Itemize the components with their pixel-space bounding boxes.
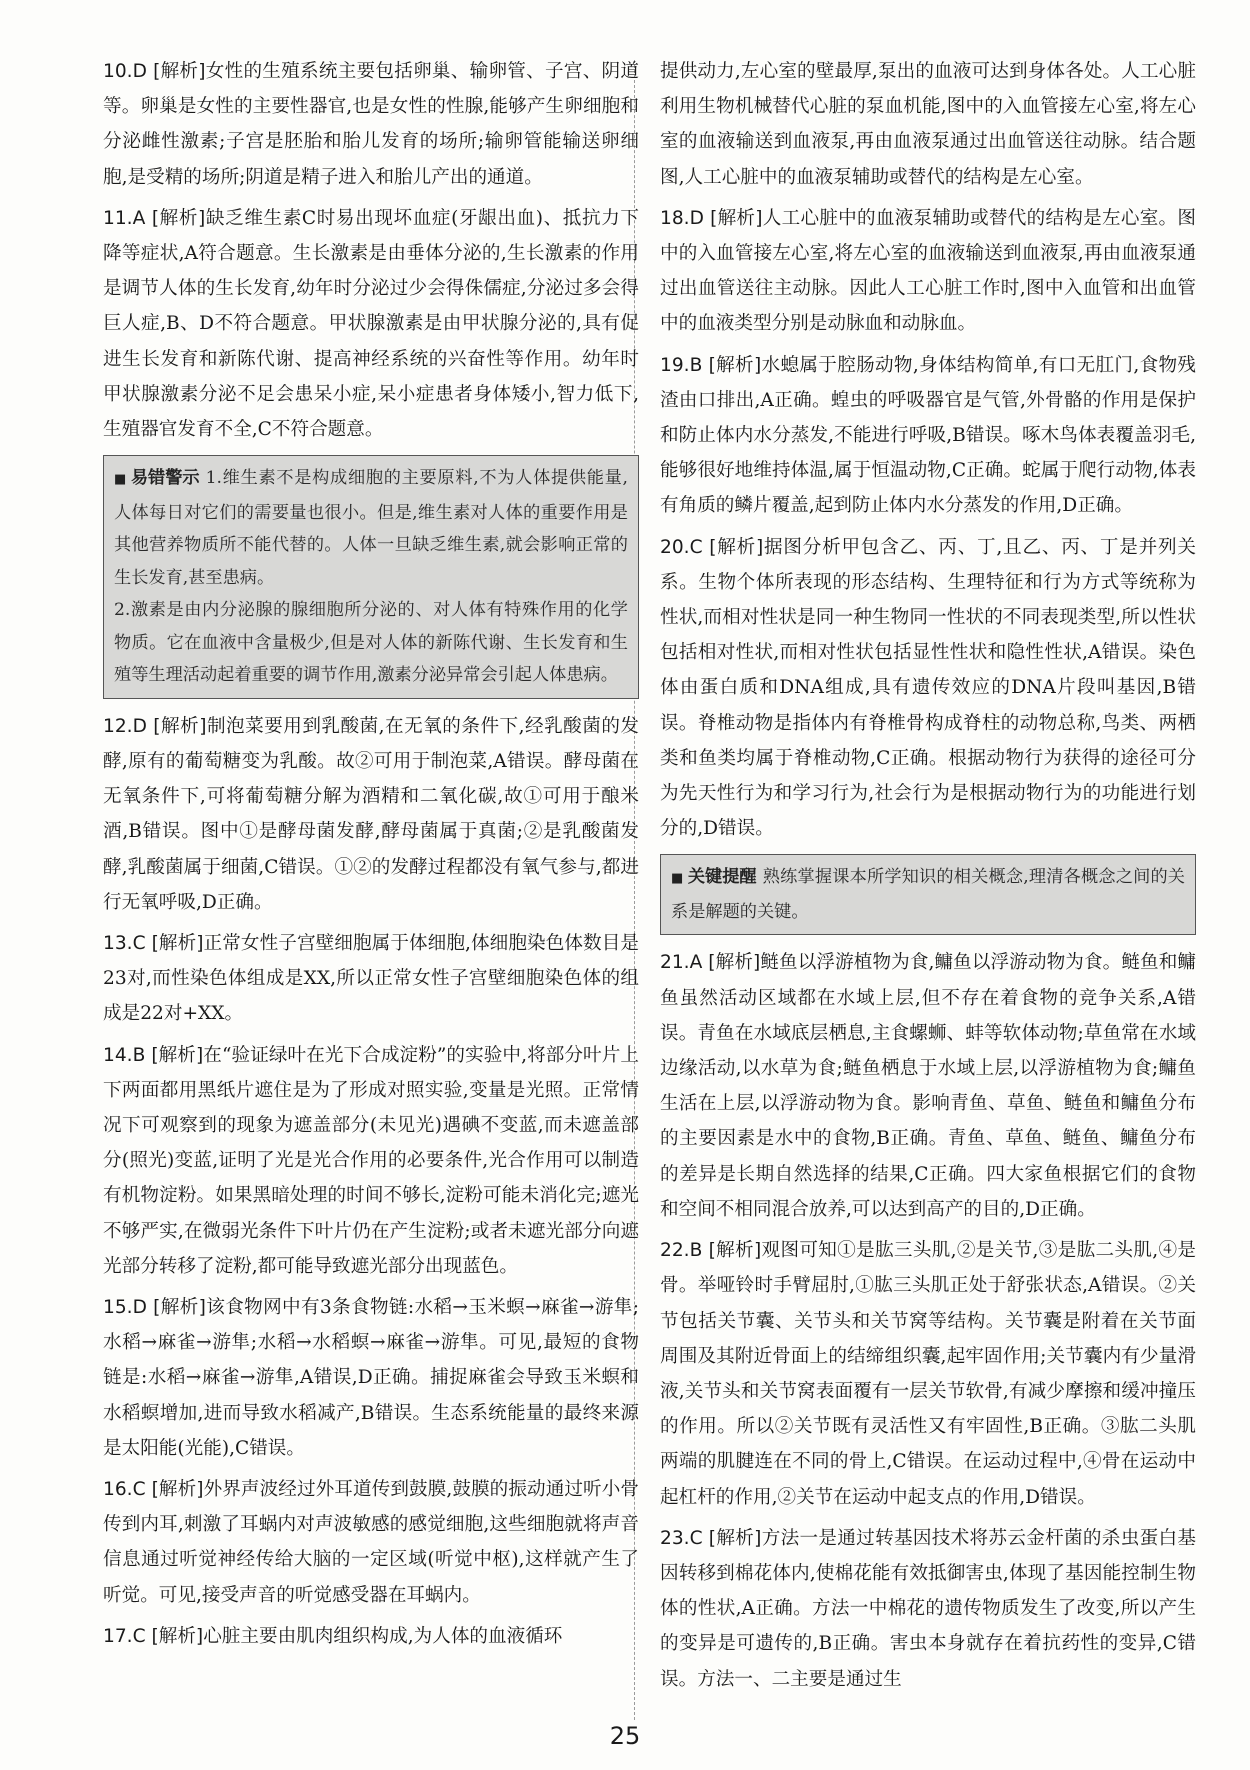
- analysis-tag: [解析]: [708, 952, 761, 974]
- analysis-tag: [解析]: [153, 715, 207, 737]
- box-paragraph-1: 1.维生素不是构成细胞的主要原料,不为人体提供能量,人体每日对它们的需要量也很小。但是,维生素对人体的重要作用是其他营养物质所不能代替的。人体一旦缺乏维生素,就会影响正常的生长发育,甚至患病。: [114, 468, 628, 588]
- key-reminder-box: [660, 854, 1196, 935]
- answer-text: 心脏主要由肌肉组织构成,为人体的血液循环: [203, 1625, 563, 1647]
- answer-text: 该食物网中有3条食物链:水稻→玉米螟→麻雀→游隼;水稻→麻雀→游隼;水稻→水稻螟→麻雀→游隼。可见,最短的食物链是:水稻→麻雀→游隼,A错误,D正确。捕捉麻雀会导致玉米螟和水稻螟增加,进而导致水稻减产,B错误。生态系统能量的最终来源是太阳能(光能),C错误。: [103, 1296, 639, 1459]
- right-column: [660, 54, 1196, 1703]
- answer-text: 人工心脏中的血液泵辅助或替代的结构是左心室。图中的入血管接左心室,将左心室的血液输送到血液泵,再由血液泵通过出血管送往主动脉。因此人工心脏工作时,图中入血管和出血管中的血液类型分别是动脉血和动脉血。: [660, 207, 1196, 335]
- analysis-tag: [解析]: [708, 354, 762, 376]
- answer-12: [103, 709, 639, 920]
- answer-number: 23.C: [660, 1527, 703, 1549]
- answer-text: 正常女性子宫壁细胞属于体细胞,体细胞染色体数目是23对,而性染色体组成是XX,所以正常女性子宫壁细胞染色体的组成是22对+XX。: [103, 932, 639, 1025]
- analysis-tag: [解析]: [153, 1296, 206, 1318]
- answer-text: 观图可知①是肱三头肌,②是关节,③是肱二头肌,④是骨。举哑铃时手臂屈肘,①肱三头肌正处于舒张状态,A错误。②关节包括关节囊、关节头和关节窝等结构。关节囊是附着在关节面周围及其附近骨面上的结缔组织囊,起牢固作用;关节囊内有少量滑液,关节头和关节窝表面覆有一层关节软骨,有减少摩擦和缓冲撞压的作用。所以②关节既有灵活性又有牢固性,B正确。③肱二头肌两端的肌腱连在不同的骨上,C错误。在运动过程中,④骨在运动中起杠杆的作用,②关节在运动中起支点的作用,D错误。: [660, 1240, 1196, 1508]
- box-title: ■ 关键提醒: [671, 861, 757, 896]
- answer-16: [103, 1472, 639, 1613]
- answer-number: 18.D: [660, 207, 704, 229]
- answer-number: 22.B: [660, 1240, 703, 1262]
- answer-15: [103, 1290, 639, 1466]
- answer-text: 制泡菜要用到乳酸菌,在无氧的条件下,经乳酸菌的发酵,原有的葡萄糖变为乳酸。故②可用于制泡菜,A错误。酵母菌在无氧条件下,可将葡萄糖分解为酒精和二氧化碳,故①可用于酿米酒,B错误。图中①是酵母菌发酵,酵母菌属于真菌;②是乳酸菌发酵,乳酸菌属于细菌,C错误。①②的发酵过程都没有氧气参与,都进行无氧呼吸,D正确。: [103, 715, 639, 913]
- answer-number: 11.A: [103, 207, 146, 229]
- box-text: 熟练掌握课本所学知识的相关概念,理清各概念之间的关系是解题的关键。: [671, 867, 1185, 922]
- analysis-tag: [解析]: [708, 1240, 762, 1262]
- answer-text: 提供动力,左心室的壁最厚,泵出的血液可达到身体各处。人工心脏利用生物机械替代心脏的泵血机能,图中的入血管接左心室,将左心室的血液输送到血液泵,再由血液泵通过出血管送往动脉。结合题图,人工心脏中的血液泵辅助或替代的结构是左心室。: [660, 61, 1196, 188]
- answer-10: [103, 54, 639, 195]
- answer-20: [660, 530, 1196, 847]
- answer-number: 10.D: [103, 61, 147, 82]
- answer-number: 21.A: [660, 952, 703, 974]
- answer-text: 鲢鱼以浮游植物为食,鳙鱼以浮游动物为食。鲢鱼和鳙鱼虽然活动区域都在水域上层,但不存在着食物的竞争关系,A错误。青鱼在水域底层栖息,主食螺蛳、蚌等软体动物;草鱼常在水域边缘活动,以水草为食;鲢鱼栖息于水域上层,以浮游植物为食;鳙鱼生活在上层,以浮游动物为食。影响青鱼、草鱼、鲢鱼和鳙鱼分布的主要因素是水中的食物,B正确。青鱼、草鱼、鲢鱼、鳙鱼分布的差异是长期自然选择的结果,C正确。四大家鱼根据它们的食物和空间不相同混合放养,可以达到高产的目的,D正确。: [660, 952, 1196, 1220]
- analysis-tag: [解析]: [153, 61, 206, 82]
- page-number: 25: [609, 1722, 641, 1750]
- error-warning-box: [103, 455, 639, 699]
- answer-number: 20.C: [660, 536, 703, 558]
- box-title: ■ 易错警示: [114, 462, 200, 497]
- analysis-tag: [解析]: [708, 1527, 762, 1549]
- answer-text: 水螅属于腔肠动物,身体结构简单,有口无肛门,食物残渣由口排出,A正确。蝗虫的呼吸器官是气管,外骨骼的作用是保护和防止体内水分蒸发,不能进行呼吸,B错误。啄木鸟体表覆盖羽毛,能够很好地维持体温,属于恒温动物,C正确。蛇属于爬行动物,体表有角质的鳞片覆盖,起到防止体内水分蒸发的作用,D正确。: [660, 354, 1196, 517]
- answer-number: 13.C: [103, 932, 146, 954]
- analysis-tag: [解析]: [151, 1044, 204, 1066]
- answer-11: [103, 201, 639, 447]
- analysis-tag: [解析]: [710, 207, 763, 229]
- answer-17: [103, 1619, 639, 1654]
- answer-number: 17.C: [103, 1625, 146, 1647]
- analysis-tag: [解析]: [709, 536, 764, 558]
- answer-number: 19.B: [660, 354, 703, 376]
- answer-number: 12.D: [103, 715, 147, 737]
- answer-text: 在“验证绿叶在光下合成淀粉”的实验中,将部分叶片上下两面都用黑纸片遮住是为了形成对照实验,变量是光照。正常情况下可观察到的现象为遮盖部分(未见光)遇碘不变蓝,而未遮盖部分(照光)变蓝,证明了光是光合作用的必要条件,光合作用可以制造有机物淀粉。如果黑暗处理的时间不够长,淀粉可能未消化完;遮光不够严实,在微弱光条件下叶片仍在产生淀粉;或者未遮光部分向遮光部分转移了淀粉,都可能导致遮光部分出现蓝色。: [103, 1044, 639, 1277]
- answer-text: 外界声波经过外耳道传到鼓膜,鼓膜的振动通过听小骨传到内耳,刺激了耳蜗内对声波敏感的感觉细胞,这些细胞就将声音信息通过听觉神经传给大脑的一定区域(听觉中枢),这样就产生了听觉。可见,接受声音的听觉感受器在耳蜗内。: [103, 1479, 639, 1606]
- answer-17-continued: [660, 54, 1196, 195]
- analysis-tag: [解析]: [151, 1479, 204, 1500]
- analysis-tag: [解析]: [151, 207, 206, 229]
- box-paragraph-2: 2.激素是由内分泌腺的腺细胞所分泌的、对人体有特殊作用的化学物质。它在血液中含量极少,但是对人体的新陈代谢、生长发育和生殖等生理活动起着重要的调节作用,激素分泌异常会引起人体患病。: [114, 600, 628, 686]
- answer-19: [660, 348, 1196, 524]
- answer-number: 16.C: [103, 1479, 146, 1500]
- answer-number: 15.D: [103, 1296, 147, 1318]
- answer-18: [660, 201, 1196, 342]
- answer-text: 方法一是通过转基因技术将苏云金杆菌的杀虫蛋白基因转移到棉花体内,使棉花能有效抵御害虫,体现了基因能控制生物体的性状,A正确。方法一中棉花的遗传物质发生了改变,所以产生的变异是可遗传的,B正确。害虫本身就存在着抗药性的变异,C错误。方法一、二主要是通过生: [660, 1527, 1196, 1690]
- answer-text: 据图分析甲包含乙、丙、丁,且乙、丙、丁是并列关系。生物个体所表现的形态结构、生理特征和行为方式等统称为性状,而相对性状是同一种生物同一性状的不同表现类型,所以性状包括相对性状,而相对性状包括显性性状和隐性性状,A错误。染色体由蛋白质和DNA组成,具有遗传效应的DNA片段叫基因,B错误。脊椎动物是指体内有脊椎骨构成脊柱的动物总称,鸟类、两栖类和鱼类均属于脊椎动物,C正确。根据动物行为获得的途径可分为先天性行为和学习行为,社会行为是根据动物行为的功能进行划分的,D错误。: [660, 536, 1196, 840]
- answer-number: 14.B: [103, 1044, 146, 1066]
- analysis-tag: [解析]: [151, 1625, 204, 1647]
- answer-text: 女性的生殖系统主要包括卵巢、输卵管、子宫、阴道等。卵巢是女性的主要性器官,也是女性的性腺,能够产生卵细胞和分泌雌性激素;子宫是胚胎和胎儿发育的场所;输卵管能输送卵细胞,是受精的场所;阴道是精子进入和胎儿产出的通道。: [103, 61, 639, 188]
- analysis-tag: [解析]: [151, 932, 204, 954]
- answer-23: [660, 1521, 1196, 1697]
- answer-14: [103, 1038, 639, 1284]
- answer-text: 缺乏维生素C时易出现坏血症(牙龈出血)、抵抗力下降等症状,A符合题意。生长激素是由垂体分泌的,生长激素的作用是调节人体的生长发育,幼年时分泌过少会得侏儒症,分泌过多会得巨人症,B、D不符合题意。甲状腺激素是由甲状腺分泌的,具有促进生长发育和新陈代谢、提高神经系统的兴奋性等作用。幼年时甲状腺激素分泌不足会患呆小症,呆小症患者身体矮小,智力低下,生殖器官发育不全,C不符合题意。: [103, 207, 639, 441]
- answer-22: [660, 1233, 1196, 1515]
- answer-21: [660, 945, 1196, 1227]
- answer-13: [103, 926, 639, 1032]
- left-column: [103, 54, 639, 1660]
